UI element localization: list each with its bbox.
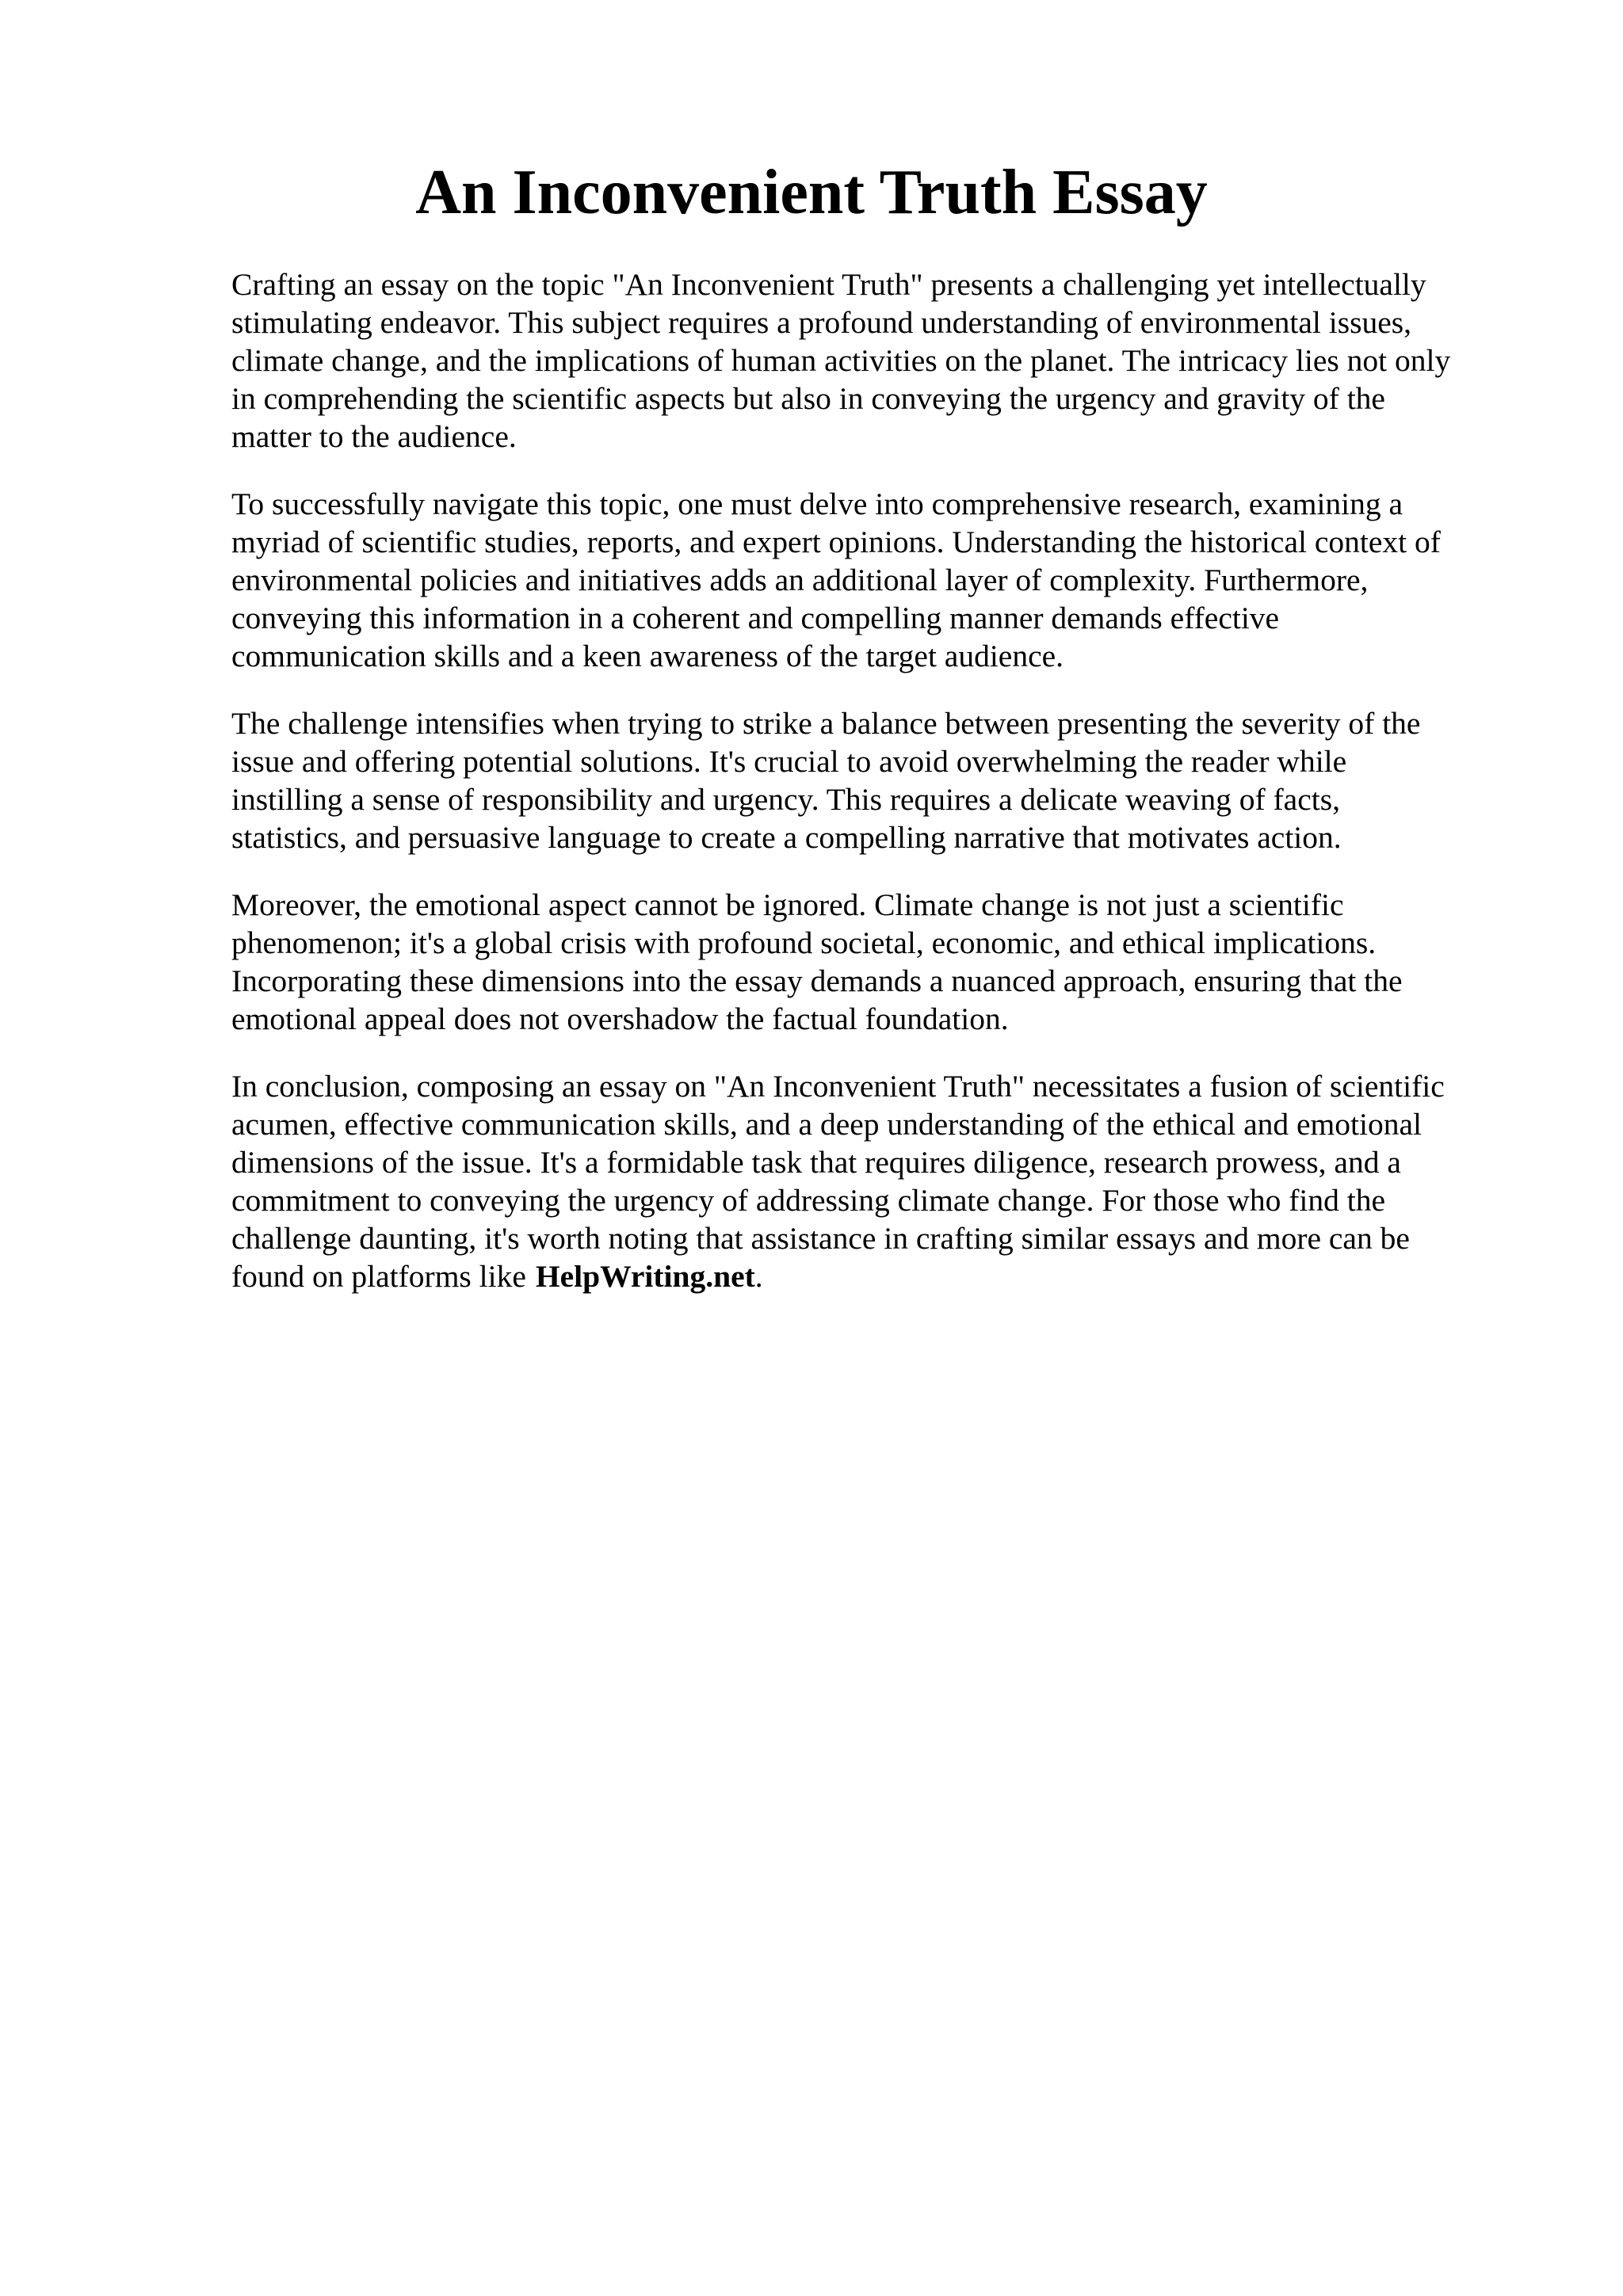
text-line: environmental policies and initiatives adds an additional layer of complexity. Furthermore,	[231, 563, 1369, 597]
essay-body	[231, 265, 1531, 1325]
paragraph-3	[231, 704, 1531, 856]
text-line: challenge daunting, it's worth noting that assistance in crafting similar essays and more can be	[231, 1221, 1410, 1256]
text-line: stimulating endeavor. This subject requires a profound understanding of environmental issues,	[231, 305, 1411, 340]
paragraph-5	[231, 1067, 1531, 1295]
text-line: climate change, and the implications of human activities on the planet. The intricacy lies not only	[231, 343, 1451, 378]
text-line: statistics, and persuasive language to create a compelling narrative that motivates action.	[231, 820, 1342, 855]
paragraph-2	[231, 485, 1531, 675]
text-line: To successfully navigate this topic, one must delve into comprehensive research, examining a	[231, 486, 1403, 521]
last-line-suffix: .	[754, 1259, 763, 1294]
text-line: instilling a sense of responsibility and urgency. This requires a delicate weaving of facts,	[231, 782, 1340, 817]
text-line: issue and offering potential solutions. It's crucial to avoid overwhelming the reader while	[231, 744, 1347, 779]
text-line: myriad of scientific studies, reports, and expert opinions. Understanding the historical context of	[231, 524, 1441, 559]
text-line: acumen, effective communication skills, and a deep understanding of the ethical and emotional	[231, 1107, 1422, 1142]
last-line-prefix: found on platforms like	[231, 1259, 526, 1294]
text-line: The challenge intensifies when trying to strike a balance between presenting the severity of the	[231, 706, 1421, 741]
page-title: An Inconvenient Truth Essay	[415, 158, 1208, 227]
text-line: commitment to conveying the urgency of addressing climate change. For those who find the	[231, 1183, 1386, 1218]
text-line: Crafting an essay on the topic "An Inconvenient Truth" presents a challenging yet intellectually	[231, 267, 1426, 302]
text-line: In conclusion, composing an essay on "An Inconvenient Truth" necessitates a fusion of scientific	[231, 1069, 1445, 1104]
text-line: dimensions of the issue. It's a formidable task that requires diligence, research prowess, and a	[231, 1145, 1401, 1180]
text-line: in comprehending the scientific aspects but also in conveying the urgency and gravity of the	[231, 381, 1385, 416]
text-line: phenomenon; it's a global crisis with profound societal, economic, and ethical implications.	[231, 925, 1377, 960]
paragraph-4	[231, 886, 1531, 1038]
text-line: Incorporating these dimensions into the essay demands a nuanced approach, ensuring that the	[231, 963, 1403, 998]
paragraph-1	[231, 265, 1531, 456]
text-line: communication skills and a keen awareness of the target audience.	[231, 639, 1064, 673]
text-line: Moreover, the emotional aspect cannot be ignored. Climate change is not just a scientific	[231, 887, 1344, 922]
helpwriting-link[interactable]: HelpWriting.net	[535, 1259, 755, 1294]
text-line: conveying this information in a coherent and compelling manner demands effective	[231, 601, 1280, 635]
text-line: matter to the audience.	[231, 419, 517, 454]
text-line: emotional appeal does not overshadow the factual foundation.	[231, 1001, 1009, 1036]
last-text-line	[231, 1257, 1531, 1295]
